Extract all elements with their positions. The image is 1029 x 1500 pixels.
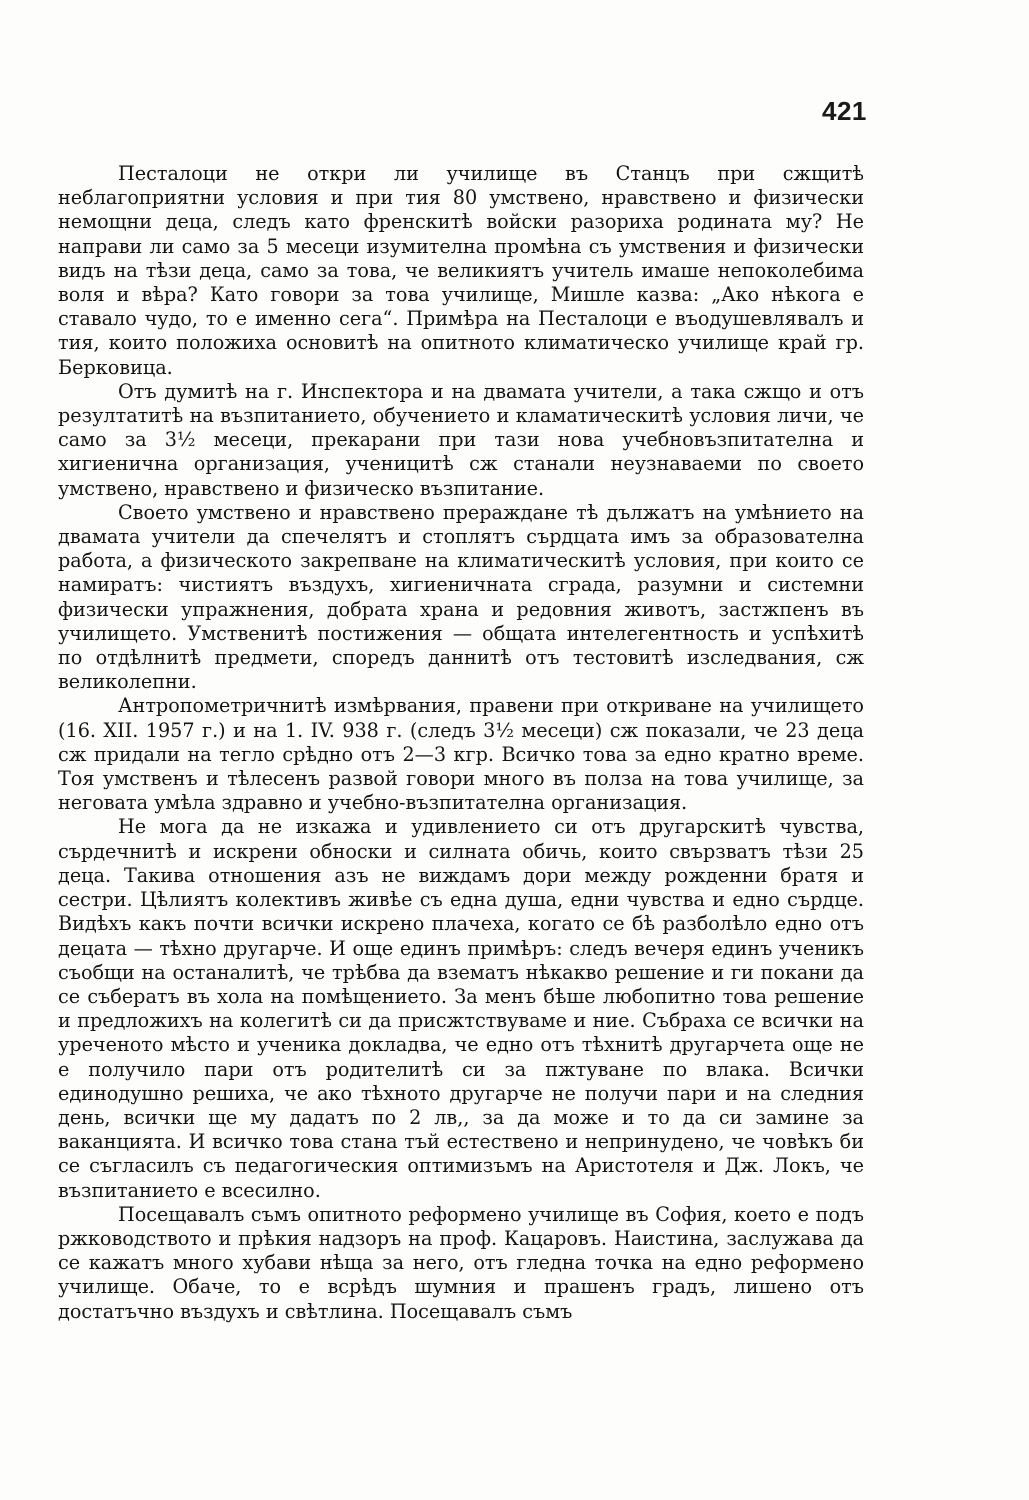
- paragraph-2: Отъ думитѣ на г. Инспектора и на двамата учители, а така сжщо и отъ резултатитѣ на възпитанието, обучението и кламатическитѣ условия личи, че само за 3½ месеци, прекарани при тази нова учебновъзпитателна и хигиенична организация, ученицитѣ сж станали неузнаваеми по своето умствено, нравствено и физическо възпитание.: [58, 379, 864, 500]
- paragraph-3: Своето умствено и нравствено прераждане тѣ дължатъ на умѣнието на двамата учители да спечелятъ и стоплятъ сърдцата имъ за образователна работа, а физическото закрепване на климатическитѣ условия, при които се намиратъ: чистиятъ въздухъ, хигиеничната сграда, разумни и системни физически упражнения, добрата храна и редовния животъ, застжпенъ въ училището. Умственитѣ постижения — общата интелегентность и успѣхитѣ по отдѣлнитѣ предмети, споредъ даннитѣ отъ тестовитѣ изследвания, сж великолепни.: [58, 500, 864, 694]
- paragraph-4: Антропометричнитѣ измѣрвания, правени при откриване на училището (16. XII. 1957 г.) и на 1. IV. 938 г. (следъ 3½ месеци) сж показали, че 23 деца сж придали на тегло срѣдно отъ 2—3 кгр. Всичко това за едно кратно време. Тоя умственъ и тѣлесенъ развой говори много въ полза на това училище, за неговата умѣла здравно и учебно-възпитателна организация.: [58, 694, 864, 815]
- page-number: 421: [822, 96, 867, 126]
- paragraph-5: Не мога да не изкажа и удивлението си отъ другарскитѣ чувства, сърдечнитѣ и искрени обноски и силната обичь, които свързватъ тѣзи 25 деца. Такива отношения азъ не виждамъ дори между рожденни братя и сестри. Цѣлиятъ колективъ живѣе съ една душа, едни чувства и едно сърдце. Видѣхъ какъ почти всички искрено плачеха, когато се бѣ разболѣло едно отъ децата — тѣхно другарче. И още единъ примѣръ: следъ вечеря единъ ученикъ съобщи на останалитѣ, че трѣбва да взематъ нѣкакво решение и ги покани да се събератъ въ хола на помѣщението. За менъ бѣше любопитно това решение и предложихъ на колегитѣ си да присжтствуваме и ние. Събраха се всички на уреченото мѣсто и ученика докладва, че едно отъ тѣхнитѣ другарчета още не е получило пари отъ родителитѣ си за пжтуване по влака. Всички единодушно решиха, че ако тѣхното другарче не получи пари и на следния день, всички ще му дадатъ по 2 лв,, за да може и то да си замине за ваканцията. И всичко това стана тъй естествено и непринудено, че човѣкъ би се съгласилъ съ педагогическия оптимизъмъ на Аристотеля и Дж. Локъ, че възпитанието е всесилно.: [58, 815, 864, 1202]
- body-text: [58, 162, 864, 1324]
- paragraph-6: Посещавалъ съмъ опитното реформено училище въ София, което е подъ ржководството и прѣкия надзоръ на проф. Кацаровъ. Наистина, заслужава да се кажатъ много хубави нѣща за него, отъ гледна точка на едно реформено училище. Обаче, то е всрѣдъ шумния и прашенъ градъ, лишено отъ достатъчно въздухъ и свѣтлина. Посещавалъ съмъ: [58, 1202, 864, 1323]
- paragraph-1: Песталоци не откри ли училище въ Станцъ при сжщитѣ неблагоприятни условия и при тия 80 умствено, нравствено и физически немощни деца, следъ като френскитѣ войски разориха родината му? Не направи ли само за 5 месеци изумителна промѣна съ умствения и физически видъ на тѣзи деца, само за това, че великиятъ учитель имаше непоколебима воля и вѣра? Като говори за това училище, Мишле казва: „Ако нѣкога е ставало чудо, то е именно сега“. Примѣра на Песталоци е въодушевлявалъ и тия, които положиха основитѣ на опитното климатическо училище край гр. Берковица.: [58, 162, 864, 379]
